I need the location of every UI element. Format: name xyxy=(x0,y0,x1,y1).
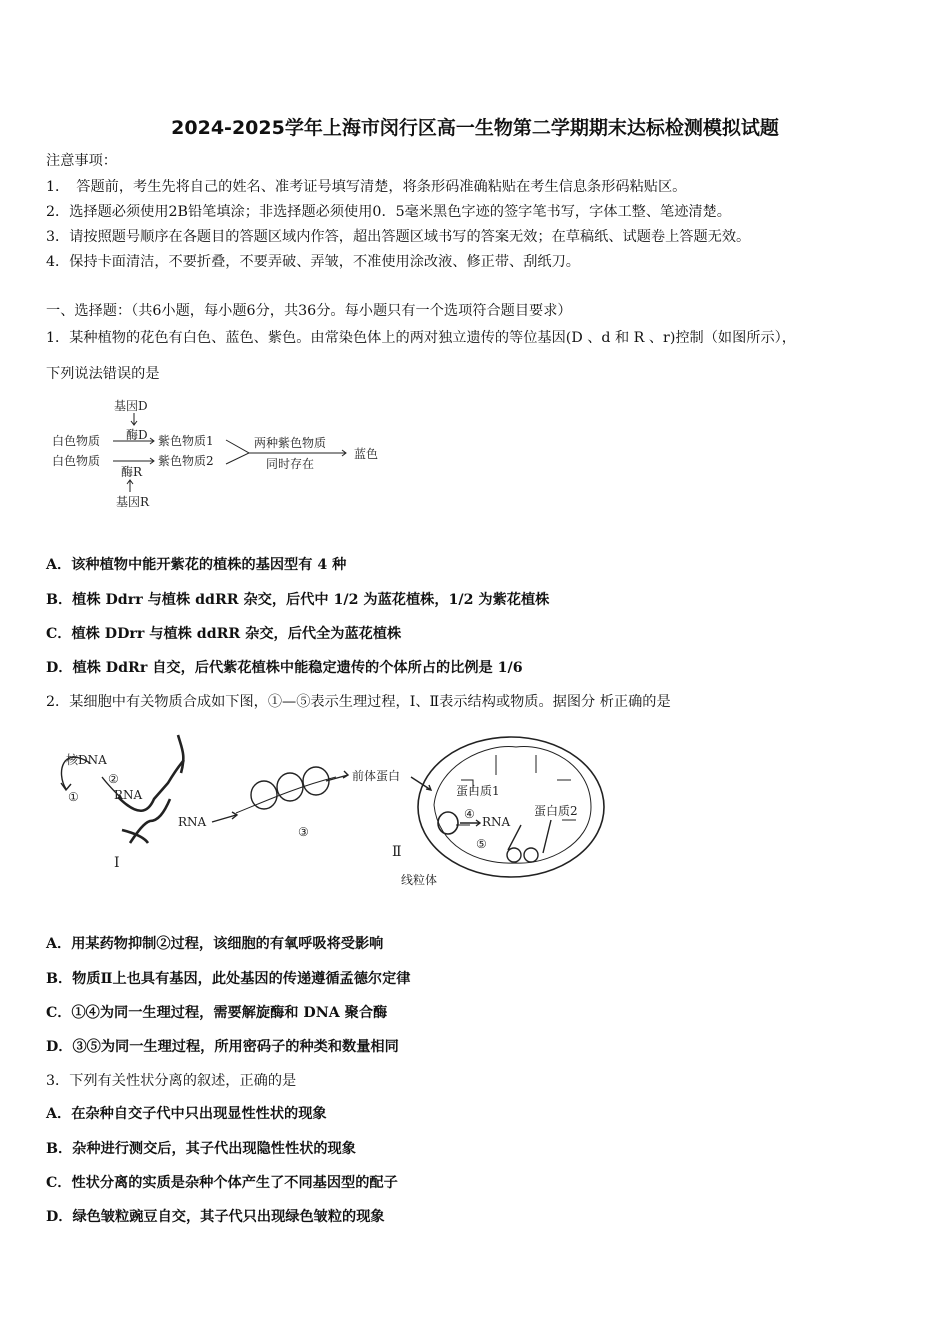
enzyme-d-label: 酶D xyxy=(126,428,148,442)
rna-label-3: RNA xyxy=(482,815,511,829)
q1-stem-line2: 下列说法错误的是 xyxy=(46,366,160,382)
notice-item-2: 2．选择题必须使用2B铅笔填涂；非选择题必须使用0．5毫米黑色字迹的签字笔书写，字体工整、笔迹清楚。 xyxy=(46,204,731,220)
q2-option-a: A．用某药物抑制②过程，该细胞的有氧呼吸将受影响 xyxy=(46,936,384,952)
q3-option-a: A．在杂种自交子代中只出现显性性状的现象 xyxy=(46,1106,327,1122)
q1-option-b: B．植株 Ddrr 与植株 ddRR 杂交，后代中 1/2 为蓝花植株，1/2 为紫花植株 xyxy=(46,592,550,608)
ribosome-1 xyxy=(251,781,277,809)
ribosome-3 xyxy=(303,767,329,795)
q3-option-d: D．绿色皱粒豌豆自交，其子代只出现绿色皱粒的现象 xyxy=(46,1209,385,1225)
notice-item-4: 4．保持卡面清洁，不要折叠，不要弄破、弄皱，不准使用涂改液、修正带、刮纸刀。 xyxy=(46,254,580,270)
purple-substance-2: 紫色物质2 xyxy=(158,454,214,468)
nuclear-dna-label: 核DNA xyxy=(66,753,107,767)
q2-stem: 2．某细胞中有关物质合成如下图，①—⑤表示生理过程，Ⅰ、Ⅱ表示结构或物质。据图分 析正确的是 xyxy=(46,694,671,710)
coexist-label: 同时存在 xyxy=(266,457,315,471)
protein-1-label: 蛋白质1 xyxy=(456,784,500,798)
process-2-label: ② xyxy=(108,772,119,786)
purple-substance-1: 紫色物质1 xyxy=(158,434,214,448)
section-heading: 一、选择题：（共6小题，每小题6分，共36分。每小题只有一个选项符合题目要求） xyxy=(46,303,572,319)
process-1-label: ① xyxy=(68,790,79,804)
q2-cell-diagram xyxy=(46,725,616,895)
q2-option-b: B．物质Ⅱ上也具有基因，此处基因的传递遵循孟德尔定律 xyxy=(46,971,411,987)
mitochondrion-label: 线粒体 xyxy=(401,873,438,887)
q1-option-c: C．植株 DDrr 与植株 ddRR 杂交，后代全为蓝花植株 xyxy=(46,626,402,642)
merge-bracket xyxy=(226,440,249,464)
structure-i-label: Ⅰ xyxy=(114,855,120,871)
blue-label: 蓝色 xyxy=(354,447,379,461)
q3-option-c: C．性状分离的实质是杂种个体产生了不同基因型的配子 xyxy=(46,1175,398,1191)
notice-item-1: 1． 答题前，考生先将自己的姓名、准考证号填写清楚，将条形码准确粘贴在考生信息条形码粘贴区。 xyxy=(46,179,687,195)
q2-option-c: C．①④为同一生理过程，需要解旋酶和 DNA 聚合酶 xyxy=(46,1005,388,1021)
process-3-label: ③ xyxy=(298,825,309,839)
process-5-label: ⑤ xyxy=(476,837,487,851)
notice-heading: 注意事项： xyxy=(46,153,117,169)
mito-dna-circle xyxy=(438,812,458,834)
rna-label-2: RNA xyxy=(178,815,207,829)
q1-pathway-diagram xyxy=(46,392,396,517)
q3-option-b: B．杂种进行测交后，其子代出现隐性性状的现象 xyxy=(46,1141,356,1157)
q1-stem-line1: 1．某种植物的花色有白色、蓝色、紫色。由常染色体上的两对独立遗传的等位基因(D 、d 和 R 、r)控制（如图所示）， xyxy=(46,330,796,346)
structure-ii-label: Ⅱ xyxy=(392,844,402,860)
white-substance-1: 白色物质 xyxy=(52,434,101,448)
gene-r-label: 基因R xyxy=(116,495,150,509)
gene-d-label: 基因D xyxy=(114,399,148,413)
protein-2-label: 蛋白质2 xyxy=(534,804,578,818)
two-purple-label: 两种紫色物质 xyxy=(254,436,327,450)
process-4-label: ④ xyxy=(464,807,475,821)
q1-option-d: D．植株 DdRr 自交，后代紫花植株中能稳定遗传的个体所占的比例是 1/6 xyxy=(46,660,523,676)
q1-option-a: A．该种植物中能开紫花的植株的基因型有 4 种 xyxy=(46,557,347,573)
notice-item-3: 3．请按照题号顺序在各题目的答题区域内作答，超出答题区域书写的答案无效；在草稿纸、试题卷上答题无效。 xyxy=(46,229,751,245)
enzyme-r-label: 酶R xyxy=(121,465,143,479)
ribosome-2 xyxy=(277,773,303,801)
page-title: 2024-2025学年上海市闵行区高一生物第二学期期末达标检测模拟试题 xyxy=(171,117,779,139)
rna-label-1: RNA xyxy=(114,788,143,802)
white-substance-2: 白色物质 xyxy=(52,454,101,468)
q3-stem: 3．下列有关性状分离的叙述，正确的是 xyxy=(46,1073,297,1089)
precursor-protein-label: 前体蛋白 xyxy=(352,769,401,783)
q2-option-d: D．③⑤为同一生理过程，所用密码子的种类和数量相同 xyxy=(46,1039,399,1055)
